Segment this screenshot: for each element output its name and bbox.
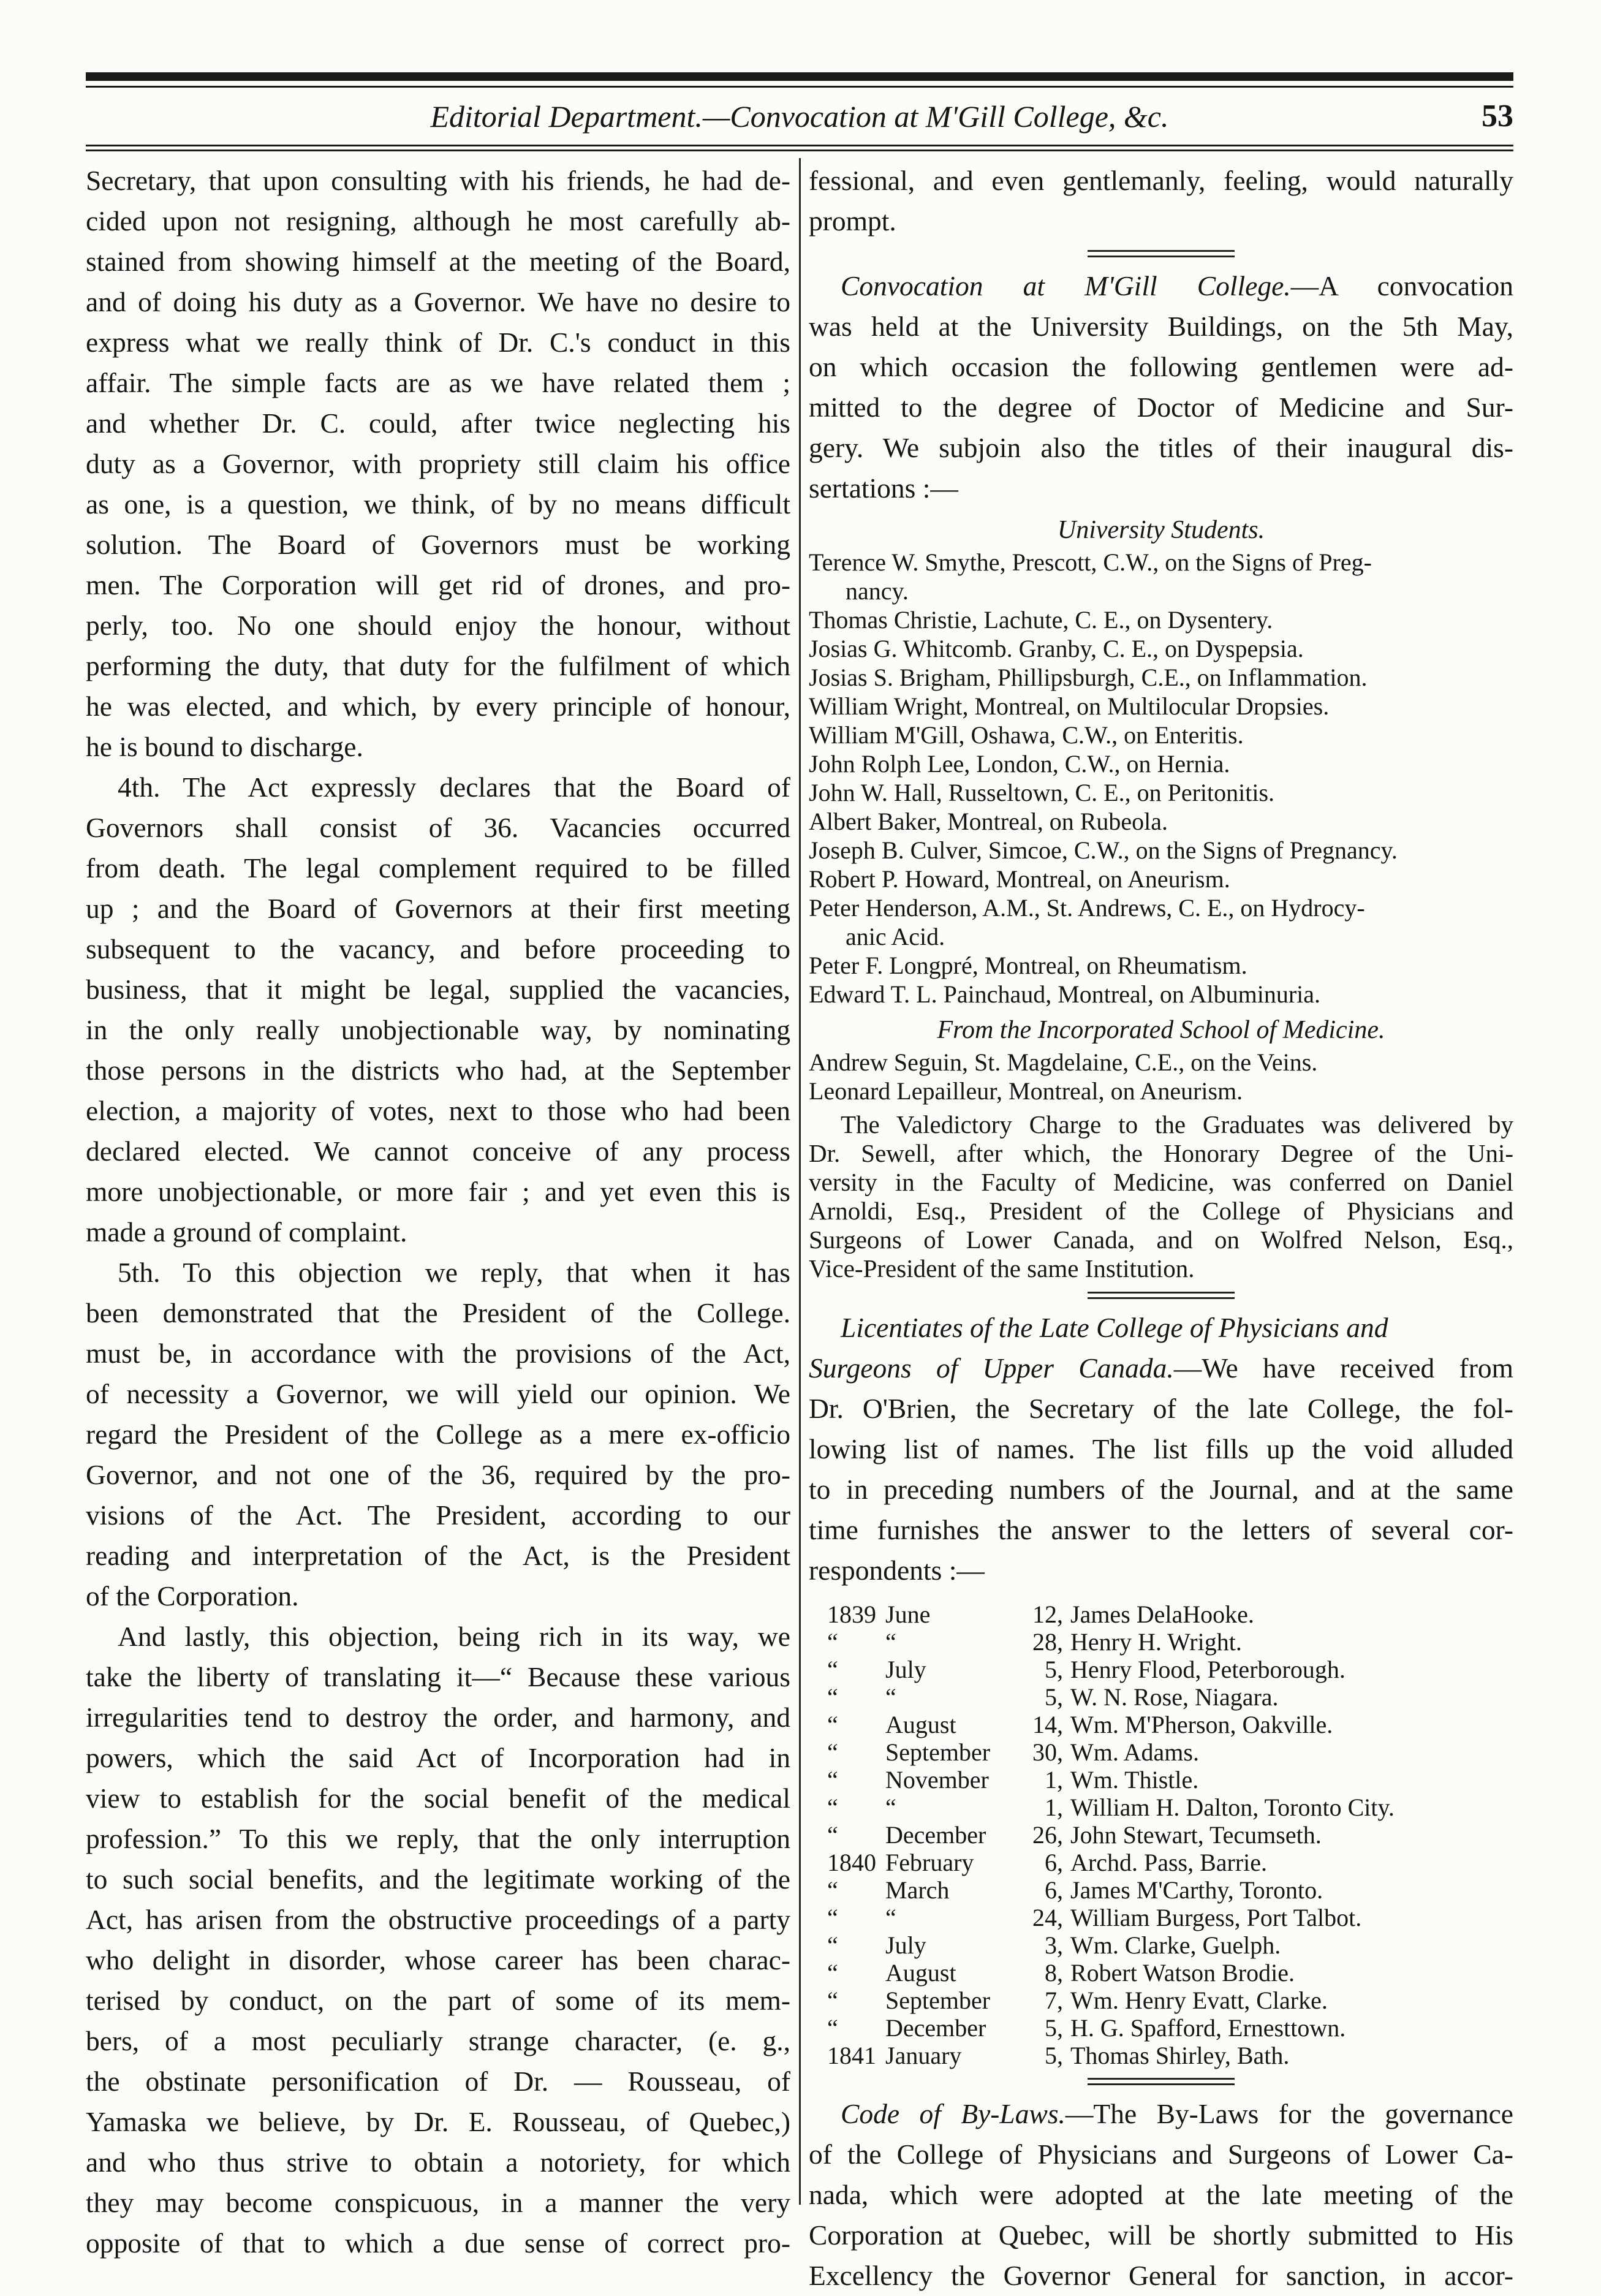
- text-line: as one, is a question, we think, of by no means difficult: [86, 488, 790, 520]
- year-cell: “: [827, 1931, 838, 1959]
- convocation-lead: Convocation at M'Gill College.: [841, 270, 1291, 301]
- text-line: Surgeons of Lower Canada, and on Wolfred Nelson, Esq.,: [809, 1226, 1513, 1254]
- month-cell: “: [885, 1628, 896, 1656]
- text-line: bers, of a most peculiarly strange character, (e. g.,: [86, 2025, 790, 2056]
- day-cell: 5,: [1045, 2014, 1063, 2042]
- year-cell: “: [827, 2014, 838, 2042]
- month-cell: February: [885, 1849, 974, 1876]
- text-line: of the Corporation.: [86, 1580, 299, 1612]
- month-cell: December: [885, 1821, 986, 1849]
- table-row: [827, 1711, 1395, 1738]
- year-cell: “: [827, 1876, 838, 1904]
- text-line: [809, 2094, 1513, 2134]
- text-line: express what we really think of Dr. C.'s conduct in this: [86, 327, 790, 358]
- text-line: been demonstrated that the President of the College.: [86, 1297, 790, 1328]
- text-line: respondents :—: [809, 1555, 985, 1586]
- left-column: [86, 161, 790, 2264]
- list-item: nancy.: [846, 577, 909, 605]
- day-cell: 7,: [1045, 1987, 1063, 2014]
- month-cell: August: [885, 1959, 956, 1987]
- year-cell: “: [827, 1683, 838, 1711]
- name-cell: James DelaHooke.: [1070, 1601, 1254, 1628]
- text-line: was held at the University Buildings, on the 5th May,: [809, 311, 1513, 342]
- list-item: Peter Henderson, A.M., St. Andrews, C. E., on Hydrocy-: [809, 894, 1365, 922]
- day-cell: 5,: [1045, 2042, 1063, 2069]
- text-line: more unobjectionable, or more fair ; and yet even this is: [86, 1176, 790, 1207]
- text-line: sertations :—: [809, 472, 958, 504]
- text-line: Governors shall consist of 36. Vacancies occurred: [86, 812, 790, 843]
- text-line: of necessity a Governor, we will yield our opinion. We: [86, 1378, 790, 1409]
- convocation-lead-rest: —A convocation: [1290, 270, 1513, 301]
- name-cell: W. N. Rose, Niagara.: [1070, 1683, 1279, 1711]
- list-item: John Rolph Lee, London, C.W., on Hernia.: [809, 750, 1230, 778]
- text-line: those persons in the districts who had, at the September: [86, 1055, 790, 1086]
- month-cell: March: [885, 1876, 950, 1904]
- text-line: take the liberty of translating it—“ Because these various: [86, 1661, 790, 1692]
- text-line: time furnishes the answer to the letters of several cor-: [809, 1514, 1513, 1545]
- page-header: [86, 92, 1513, 141]
- text-line: they may become conspicuous, in a manner the very: [86, 2187, 790, 2218]
- name-cell: Wm. Henry Evatt, Clarke.: [1070, 1987, 1328, 2014]
- table-row: [827, 1904, 1395, 1931]
- bylaws-lead: Code of By-Laws.: [841, 2098, 1065, 2129]
- text-line: business, that it might be legal, supplied the vacancies,: [86, 974, 790, 1005]
- table-row: [827, 2014, 1395, 2042]
- text-line: from death. The legal complement required to be filled: [86, 852, 790, 884]
- text-line: subsequent to the vacancy, and before proceeding to: [86, 933, 790, 964]
- day-cell: 24,: [1032, 1904, 1063, 1931]
- day-cell: 3,: [1045, 1931, 1063, 1959]
- list-item: Terence W. Smythe, Prescott, C.W., on the Signs of Preg-: [809, 548, 1372, 576]
- table-row: [827, 1987, 1395, 2014]
- month-cell: “: [885, 1904, 896, 1931]
- day-cell: 6,: [1045, 1849, 1063, 1876]
- month-cell: July: [885, 1656, 926, 1683]
- name-cell: John Stewart, Tecumseth.: [1070, 1821, 1322, 1849]
- text-line: prompt.: [809, 205, 896, 237]
- section-separator: [1088, 1292, 1235, 1299]
- day-cell: 12,: [1032, 1601, 1063, 1628]
- text-line: terised by conduct, on the part of some of its mem-: [86, 1985, 790, 2016]
- text-line: nada, which were adopted at the late meeting of the: [809, 2179, 1513, 2210]
- text-line: 4th. The Act expressly declares that the Board of: [118, 771, 790, 803]
- text-line: Excellency the Governor General for sanction, in accor-: [809, 2260, 1513, 2291]
- table-row: [827, 2042, 1395, 2069]
- text-line: regard the President of the College as a mere ex-officio: [86, 1419, 790, 1450]
- day-cell: 30,: [1032, 1738, 1063, 1766]
- text-line: versity in the Faculty of Medicine, was conferred on Daniel: [809, 1168, 1513, 1196]
- paragraph-fourth: [86, 767, 790, 1252]
- text-line: cided upon not resigning, although he most carefully ab-: [86, 205, 790, 237]
- licentiates-table-body: [827, 1601, 1395, 2069]
- text-line: irregularities tend to destroy the order, and harmony, and: [86, 1702, 790, 1733]
- incorporated-students-list: [809, 1048, 1513, 1105]
- year-cell: “: [827, 1987, 838, 2014]
- header-rule-lower: [86, 150, 1513, 151]
- text-line: declared elected. We cannot conceive of any process: [86, 1135, 790, 1167]
- name-cell: James M'Carthy, Toronto.: [1070, 1876, 1323, 1904]
- text-line: Dr. O'Brien, the Secretary of the late College, the fol-: [809, 1393, 1513, 1424]
- year-cell: “: [827, 1628, 838, 1656]
- text-line: in the only really unobjectionable way, by nominating: [86, 1014, 790, 1045]
- name-cell: William H. Dalton, Toronto City.: [1070, 1794, 1395, 1821]
- text-line: stained from showing himself at the meeting of the Board,: [86, 246, 790, 277]
- year-cell: 1841: [827, 2042, 876, 2069]
- list-item: John W. Hall, Russeltown, C. E., on Peritonitis.: [809, 779, 1275, 806]
- month-cell: August: [885, 1711, 956, 1738]
- day-cell: 1,: [1045, 1766, 1063, 1794]
- name-cell: Wm. Clarke, Guelph.: [1070, 1931, 1281, 1959]
- year-cell: “: [827, 1904, 838, 1931]
- list-item: Thomas Christie, Lachute, C. E., on Dysentery.: [809, 606, 1273, 634]
- text-line: made a ground of complaint.: [86, 1216, 407, 1248]
- name-cell: Wm. Adams.: [1070, 1738, 1199, 1766]
- name-cell: Henry Flood, Peterborough.: [1070, 1656, 1346, 1683]
- list-item: Robert P. Howard, Montreal, on Aneurism.: [809, 865, 1230, 893]
- year-cell: “: [827, 1656, 838, 1683]
- month-cell: July: [885, 1931, 926, 1959]
- licentiates-lead-2: Surgeons of Upper Canada.: [809, 1352, 1174, 1384]
- text-line: to such social benefits, and the legitimate working of the: [86, 1863, 790, 1895]
- month-cell: “: [885, 1683, 896, 1711]
- text-line: [809, 1348, 1513, 1389]
- university-students-list: [809, 548, 1513, 1009]
- list-item: Josias G. Whitcomb. Granby, C. E., on Dyspepsia.: [809, 635, 1304, 662]
- text-line: fessional, and even gentlemanly, feeling, would naturally: [809, 165, 1513, 196]
- text-line: the obstinate personification of Dr. — Rousseau, of: [86, 2066, 790, 2097]
- year-cell: “: [827, 1794, 838, 1821]
- month-cell: “: [885, 1794, 896, 1821]
- table-row: [827, 1876, 1395, 1904]
- right-column: [809, 161, 1513, 2296]
- valedictory-paragraph: [809, 1110, 1513, 1283]
- text-line: Governor, and not one of the 36, required by the pro-: [86, 1459, 790, 1490]
- text-line: who delight in disorder, whose career has been charac-: [86, 1944, 790, 1976]
- licentiates-table: [827, 1601, 1395, 2069]
- month-cell: September: [885, 1738, 991, 1766]
- text-line: opposite of that to which a due sense of correct pro-: [86, 2227, 790, 2259]
- year-cell: “: [827, 1959, 838, 1987]
- text-line: perly, too. No one should enjoy the honour, without: [86, 610, 790, 641]
- day-cell: 5,: [1045, 1656, 1063, 1683]
- university-students-heading: University Students.: [1057, 516, 1265, 544]
- text-line: performing the duty, that duty for the fulfilment of which: [86, 650, 790, 681]
- text-line: The Valedictory Charge to the Graduates was delivered by: [841, 1110, 1513, 1139]
- text-line: up ; and the Board of Governors at their first meeting: [86, 893, 790, 924]
- text-line: Vice-President of the same Institution.: [809, 1254, 1195, 1283]
- text-line: view to establish for the social benefit of the medical: [86, 1783, 790, 1814]
- bylaws-section: [809, 2094, 1513, 2296]
- day-cell: 8,: [1045, 1959, 1063, 1987]
- incorporated-school-heading: From the Incorporated School of Medicine.: [937, 1016, 1385, 1044]
- year-cell: 1840: [827, 1849, 876, 1876]
- top-thick-rule: [86, 72, 1513, 81]
- table-row: [827, 1931, 1395, 1959]
- table-row: [827, 1738, 1395, 1766]
- list-item: Albert Baker, Montreal, on Rubeola.: [809, 808, 1168, 835]
- month-cell: September: [885, 1987, 991, 2014]
- text-line: Yamaska we believe, by Dr. E. Rousseau, of Quebec,): [86, 2106, 790, 2137]
- year-cell: “: [827, 1821, 838, 1849]
- top-thin-rule: [86, 86, 1513, 88]
- text-line: must be, in accordance with the provisions of the Act,: [86, 1338, 790, 1369]
- day-cell: 1,: [1045, 1794, 1063, 1821]
- month-cell: December: [885, 2014, 986, 2042]
- year-cell: “: [827, 1738, 838, 1766]
- text-line: he was elected, and which, by every principle of honour,: [86, 691, 790, 722]
- text-line: solution. The Board of Governors must be working: [86, 529, 790, 560]
- month-cell: June: [885, 1601, 931, 1628]
- convocation-section: [809, 266, 1513, 1283]
- licentiates-lead: Licentiates of the Late College of Physicians and: [841, 1312, 1388, 1343]
- text-line: [809, 266, 1513, 306]
- running-head: Editorial Department.—Convocation at M'Gill College, &c.: [430, 99, 1169, 134]
- table-row: [827, 1766, 1395, 1794]
- name-cell: Henry H. Wright.: [1070, 1628, 1242, 1656]
- name-cell: Wm. M'Pherson, Oakville.: [1070, 1711, 1333, 1738]
- text-line: Dr. Sewell, after which, the Honorary Degree of the Uni-: [809, 1139, 1513, 1167]
- page-number: 53: [1482, 99, 1513, 134]
- table-row: [827, 1821, 1395, 1849]
- text-line: 5th. To this objection we reply, that when it has: [118, 1257, 790, 1288]
- list-item: Joseph B. Culver, Simcoe, C.W., on the Signs of Pregnancy.: [809, 836, 1398, 864]
- text-line: affair. The simple facts are as we have related them ;: [86, 367, 790, 398]
- month-cell: November: [885, 1766, 989, 1794]
- text-line: of the College of Physicians and Surgeons of Lower Ca-: [809, 2139, 1513, 2170]
- text-line: duty as a Governor, with propriety still claim his office: [86, 448, 790, 479]
- list-item: Andrew Seguin, St. Magdelaine, C.E., on the Veins.: [809, 1048, 1318, 1076]
- table-row: [827, 1656, 1395, 1683]
- day-cell: 5,: [1045, 1683, 1063, 1711]
- list-item: Josias S. Brigham, Phillipsburgh, C.E., on Inflammation.: [809, 664, 1368, 691]
- table-row: [827, 1794, 1395, 1821]
- licentiates-section: [809, 1308, 1513, 2069]
- name-cell: Thomas Shirley, Bath.: [1070, 2042, 1290, 2069]
- licentiates-lead-rest: —We have received from: [1173, 1352, 1513, 1384]
- text-line: to in preceding numbers of the Journal, and at the same: [809, 1474, 1513, 1505]
- paragraph-fifth: [86, 1252, 790, 1616]
- text-line: Act, has arisen from the obstructive proceedings of a party: [86, 1904, 790, 1935]
- name-cell: Wm. Thistle.: [1070, 1766, 1199, 1794]
- day-cell: 28,: [1032, 1628, 1063, 1656]
- list-item: Leonard Lepailleur, Montreal, on Aneurism.: [809, 1077, 1243, 1105]
- list-item: William Wright, Montreal, on Multilocular Dropsies.: [809, 692, 1330, 720]
- year-cell: “: [827, 1766, 838, 1794]
- day-cell: 26,: [1032, 1821, 1063, 1849]
- paragraph-continuation: [809, 161, 1513, 241]
- list-item: William M'Gill, Oshawa, C.W., on Enteritis.: [809, 721, 1244, 749]
- table-row: [827, 1601, 1395, 1628]
- header-rule-upper: [86, 145, 1513, 146]
- day-cell: 6,: [1045, 1876, 1063, 1904]
- day-cell: 14,: [1032, 1711, 1063, 1738]
- text-line: men. The Corporation will get rid of drones, and pro-: [86, 569, 790, 601]
- text-line: And lastly, this objection, being rich in its way, we: [118, 1621, 790, 1652]
- text-line: powers, which the said Act of Incorporation had in: [86, 1742, 790, 1773]
- text-line: on which occasion the following gentlemen were ad-: [809, 351, 1513, 382]
- text-line: Secretary, that upon consulting with his friends, he had de-: [86, 165, 790, 196]
- text-line: gery. We subjoin also the titles of their inaugural dis-: [809, 432, 1513, 463]
- month-cell: January: [885, 2042, 962, 2069]
- table-row: [827, 1959, 1395, 1987]
- column-divider: [799, 158, 801, 2205]
- table-row: [827, 1683, 1395, 1711]
- bylaws-lead-rest: —The By-Laws for the governance: [1065, 2098, 1513, 2129]
- name-cell: H. G. Spafford, Ernesttown.: [1070, 2014, 1346, 2042]
- text-line: mitted to the degree of Doctor of Medicine and Sur-: [809, 392, 1513, 423]
- text-line: lowing list of names. The list fills up the void alluded: [809, 1433, 1513, 1464]
- section-separator: [1088, 2078, 1235, 2085]
- text-line: Corporation at Quebec, will be shortly submitted to His: [809, 2219, 1513, 2251]
- list-item: Peter F. Longpré, Montreal, on Rheumatism.: [809, 952, 1247, 979]
- text-line: and who thus strive to obtain a notoriety, for which: [86, 2146, 790, 2178]
- text-line: visions of the Act. The President, according to our: [86, 1499, 790, 1531]
- paragraph-lastly: [86, 1616, 790, 2264]
- table-row: [827, 1849, 1395, 1876]
- text-line: reading and interpretation of the Act, is the President: [86, 1540, 790, 1571]
- paragraph-secretary: [86, 161, 790, 767]
- name-cell: Robert Watson Brodie.: [1070, 1959, 1295, 1987]
- text-line: Arnoldi, Esq., President of the College of Physicians and: [809, 1197, 1513, 1225]
- table-row: [827, 1628, 1395, 1656]
- name-cell: William Burgess, Port Talbot.: [1070, 1904, 1362, 1931]
- text-line: and of doing his duty as a Governor. We have no desire to: [86, 286, 790, 317]
- text-line: profession.” To this we reply, that the only interruption: [86, 1823, 790, 1854]
- list-item: Edward T. L. Painchaud, Montreal, on Albuminuria.: [809, 980, 1321, 1008]
- year-cell: “: [827, 1711, 838, 1738]
- text-line: he is bound to discharge.: [86, 731, 363, 762]
- text-line: election, a majority of votes, next to those who had been: [86, 1095, 790, 1126]
- name-cell: Archd. Pass, Barrie.: [1070, 1849, 1268, 1876]
- text-line: and whether Dr. C. could, after twice neglecting his: [86, 407, 790, 439]
- section-separator: [1088, 250, 1235, 257]
- list-item: anic Acid.: [846, 923, 945, 950]
- year-cell: 1839: [827, 1601, 876, 1628]
